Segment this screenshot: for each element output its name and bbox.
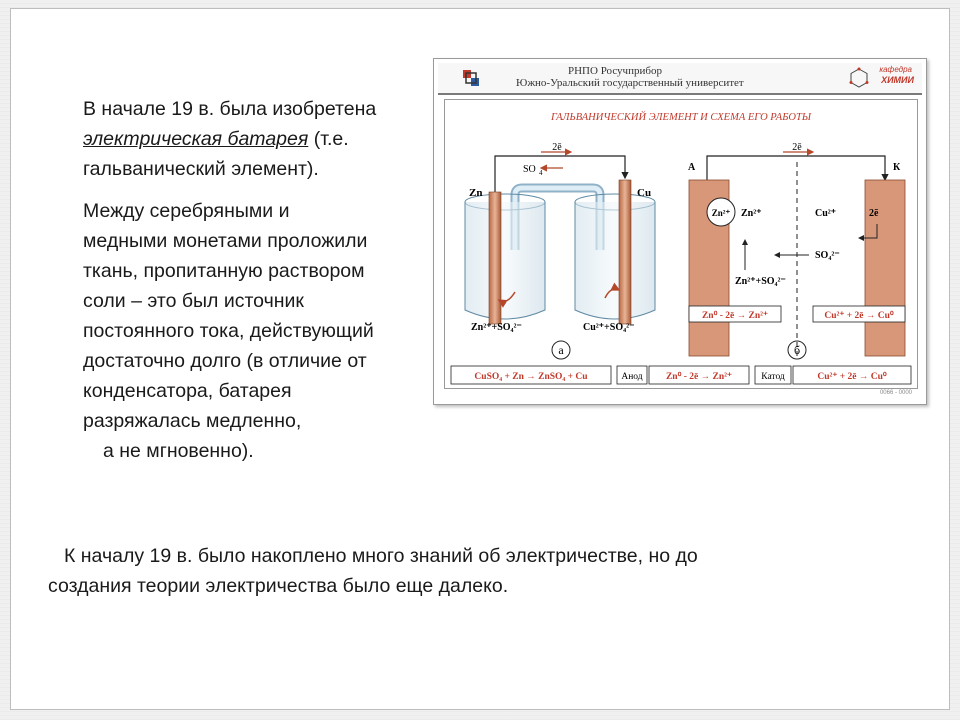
- dept-small: кафедра: [879, 65, 912, 74]
- p2-line-6: достаточно долго (в отличие от: [83, 350, 367, 372]
- figure-panel: [444, 99, 918, 389]
- p2-line-5: постоянного тока, действующий: [83, 320, 374, 342]
- wire-b: [707, 156, 885, 180]
- part-a-beakers: [465, 142, 655, 359]
- p2-line-2: медными монетами проложили: [83, 230, 368, 252]
- cathode-plate: [865, 180, 905, 356]
- header-university: Южно-Уральский государственный университет: [516, 77, 744, 89]
- zn-so4-b: Zn²⁺+SO₄²⁻: [735, 276, 786, 287]
- total-equation: CuSO₄ + Zn → ZnSO₄ + Cu: [474, 372, 588, 382]
- label-b: б: [793, 343, 801, 357]
- cu-electrode: [619, 180, 631, 324]
- zn-ion-b: Zn²⁺: [741, 208, 762, 219]
- right-beaker: [575, 202, 655, 319]
- paragraph-battery: [83, 94, 413, 184]
- p1-text-after: (т.е. гальванический элемент).: [83, 128, 349, 180]
- battery-term-link[interactable]: электрическая батарея: [83, 128, 309, 150]
- dept-name: ХИМИИ: [881, 75, 914, 85]
- figure-stamp: 0066 - 0000: [879, 390, 912, 396]
- anode-label: Анод: [621, 372, 643, 382]
- electrons-label-b: 2ē: [792, 142, 802, 153]
- equation-bar: [451, 366, 911, 384]
- zn-electrode: [489, 192, 501, 324]
- conclusion-text: [48, 541, 908, 601]
- header-org: РНПО Росучприбор: [568, 65, 662, 77]
- molecule-icon: [848, 67, 870, 89]
- p2-line-3: ткань, пропитанную раствором: [83, 260, 365, 282]
- cathode-label: Катод: [761, 372, 785, 382]
- p2-line-4: соли – это был источник: [83, 290, 304, 312]
- electrons-on-cathode: 2ē: [869, 208, 879, 219]
- paragraph-coins: [83, 196, 413, 466]
- intro-text-block: [83, 94, 413, 466]
- p2-line-1: Между серебряными и: [83, 200, 290, 222]
- so4-label-b: SO₄²⁻: [815, 250, 840, 261]
- cu-ion-b: Cu²⁺: [815, 208, 837, 219]
- cathode-half-reaction: Cu²⁺ + 2ē → Cu⁰: [824, 311, 894, 321]
- so4-label-a: SO: [523, 164, 536, 175]
- so4-sub-a: 4: [539, 169, 543, 177]
- conclusion-line-1: К началу 19 в. было накоплено много знаний об электричестве, но до: [64, 545, 698, 567]
- conclusion-line-2: создания теории электричества было еще далеко.: [48, 575, 509, 597]
- cathode-equation: Cu²⁺ + 2ē → Cu⁰: [817, 372, 887, 382]
- p2-line-8: разряжалась медленно,: [83, 410, 302, 432]
- p2-line-9: а не мгновенно).: [103, 440, 254, 462]
- p2-line-7: конденсатора, батарея: [83, 380, 292, 402]
- figure-header: [438, 63, 922, 95]
- p1-text-before: В начале 19 в. была изобретена: [83, 98, 377, 120]
- part-b-schematic: [688, 142, 905, 359]
- anode-letter: А: [688, 162, 696, 173]
- figure-footer: [444, 392, 916, 398]
- cu-ion-label: Cu²⁺+SO₄²⁻: [583, 322, 635, 333]
- zn-atom-label: Zn²⁺: [711, 208, 731, 218]
- anode-half-reaction: Zn⁰ - 2ē → Zn²⁺: [701, 311, 769, 321]
- label-a: а: [558, 343, 564, 357]
- zn-label-a: Zn: [469, 187, 483, 199]
- galvanic-cell-figure: [433, 58, 927, 405]
- cathode-letter: К: [893, 162, 901, 173]
- galvanic-diagram: [445, 100, 917, 388]
- rnpo-logo-icon: [462, 69, 480, 87]
- electrons-label-a: 2ē: [552, 142, 562, 153]
- anode-equation: Zn⁰ - 2ē → Zn²⁺: [665, 372, 733, 382]
- zn-ion-label: Zn²⁺+SO₄²⁻: [471, 322, 522, 333]
- figure-title: ГАЛЬВАНИЧЕСКИЙ ЭЛЕМЕНТ И СХЕМА ЕГО РАБОТЫ: [551, 112, 811, 123]
- cu-label-a: Cu: [637, 187, 652, 199]
